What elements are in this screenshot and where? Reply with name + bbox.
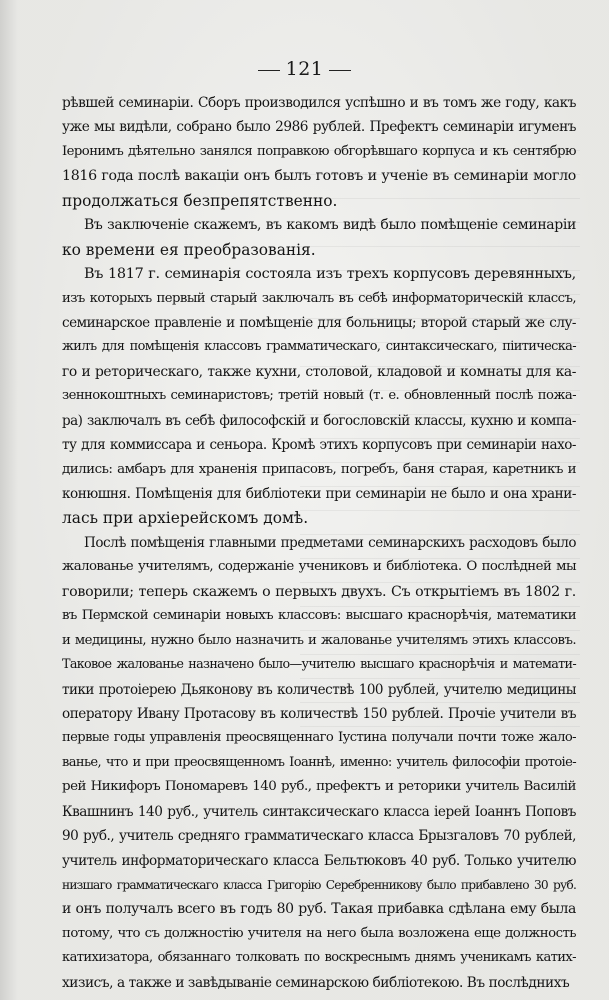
text-line: тики протоiерею Дьяконову въ количествѣ 100 рублей, учителю медицины xyxy=(62,681,576,698)
text-line: зеннокоштныхъ семинаристовъ; третiй новый (т. е. обновленный послѣ пожа- xyxy=(62,388,576,404)
text-line: ванье, что и при преосвященномъ Iоаннѣ, именно: учитель философiи протоiе- xyxy=(62,754,576,770)
text-line: оператору Ивану Протасову въ количествѣ 150 рублей. Прочiе учители въ xyxy=(62,705,576,722)
page-edge-shadow xyxy=(0,0,18,1000)
text-line: говорили; теперь скажемъ о первыхъ двухъ. Съ открытiемъ въ 1802 г. xyxy=(62,583,576,600)
body-text xyxy=(62,91,576,995)
text-line: продолжаться безпрепятственно. xyxy=(62,191,338,210)
text-line: Послѣ помѣщенiя главными предметами семинарскихъ расходовъ было xyxy=(84,534,576,551)
page-number-header xyxy=(0,58,609,80)
text-line: жалованье учителямъ, содержанiе учениковъ и библiотека. О послѣдней мы xyxy=(62,559,576,575)
text-line: учитель информаторическаго класса Бельтюковъ 40 руб. Только учителю xyxy=(62,852,576,869)
text-line: конюшня. Помѣщенiя для библiотеки при семинарiи не было и она храни- xyxy=(62,486,576,502)
text-line: первые годы управленiя преосвященнаго Iустина получали почти тоже жало- xyxy=(62,730,576,746)
text-line: хизисъ, а также и завѣдыванiе семинарскою библiотекою. Въ послѣднихъ xyxy=(62,974,570,991)
paragraph xyxy=(62,213,576,262)
text-line: въ Пермской семинарiи новыхъ классовъ: высшаго краснорѣчiя, математики xyxy=(62,608,576,624)
paragraph xyxy=(62,531,576,995)
text-line: семинарское правленiе и помѣщенiе для больницы; второй старый же слу- xyxy=(62,314,576,331)
text-line: ту для коммиссара и сеньора. Кромѣ этихъ корпусовъ при семинарiи нахо- xyxy=(62,437,576,454)
text-line: 90 руб., учитель средняго грамматическаго класса Брызгаловъ 70 рублей, xyxy=(62,828,576,845)
text-line: 1816 года послѣ вакацiи онъ былъ готовъ и ученiе въ семинарiи могло xyxy=(62,168,576,185)
text-line: изъ которыхъ первый старый заключалъ въ себѣ информаторическiй классъ, xyxy=(62,290,576,306)
text-line: Квашнинъ 140 руб., учитель синтаксическаго класса iерей Iоаннъ Поповъ xyxy=(62,803,576,820)
text-line: Въ 1817 г. семинарiя состояла изъ трехъ корпусовъ деревянныхъ, xyxy=(84,266,576,283)
page-number: 121 xyxy=(285,58,324,80)
text-line: рѣвшей семинарiи. Сборъ производился успѣшно и въ томъ же году, какъ xyxy=(62,95,576,111)
text-line: катихизатора, обязаннаго толковать по воскреснымъ днямъ ученикамъ катих- xyxy=(62,950,576,966)
text-line: ко времени ея преобразованiя. xyxy=(62,240,316,259)
left-dash xyxy=(258,70,280,71)
text-line: го и реторическаго, также кухни, столовой, кладовой и комнаты для ка- xyxy=(62,363,576,380)
text-line: дились: амбаръ для храненiя припасовъ, погребъ, баня старая, каретникъ и xyxy=(62,461,576,477)
text-line: ра) заключалъ въ себѣ философскiй и богословскiй классы, кухню и компа- xyxy=(62,412,576,429)
text-line: жилъ для помѣщенiя классовъ грамматическаго, синтаксическаго, пiитическа- xyxy=(62,339,576,355)
text-line: низшаго грамматическаго класса Григорiю Серебренникову было прибавлено 30 руб. xyxy=(62,878,576,892)
text-line: и онъ получалъ всего въ годъ 80 руб. Такая прибавка сдѣлана ему была xyxy=(62,901,576,918)
text-line: Iеронимъ дѣятельно занялся поправкою обгорѣвшаго корпуса и къ сентябрю xyxy=(62,143,576,159)
text-line: Въ заключенiе скажемъ, въ какомъ видѣ было помѣщенiе семинарiи xyxy=(84,217,576,234)
text-line: лась при архiерейскомъ домѣ. xyxy=(62,509,309,528)
text-line: и медицины, нужно было назначить и жалованье учителямъ этихъ классовъ. xyxy=(62,632,576,648)
text-line: уже мы видѣли, собрано было 2986 рублей. Префектъ семинарiи игуменъ xyxy=(62,119,576,136)
paragraph xyxy=(62,262,576,531)
right-dash xyxy=(329,70,351,71)
text-line: Таковое жалованье назначено было—учителю высшаго краснорѣчiя и математи- xyxy=(62,657,576,673)
text-line: потому, что съ должностiю учителя на него была возложена еще должность xyxy=(62,925,576,941)
text-line: рей Никифоръ Пономаревъ 140 руб., префектъ и реторики учитель Василiй xyxy=(62,779,576,795)
paragraph xyxy=(62,91,576,213)
